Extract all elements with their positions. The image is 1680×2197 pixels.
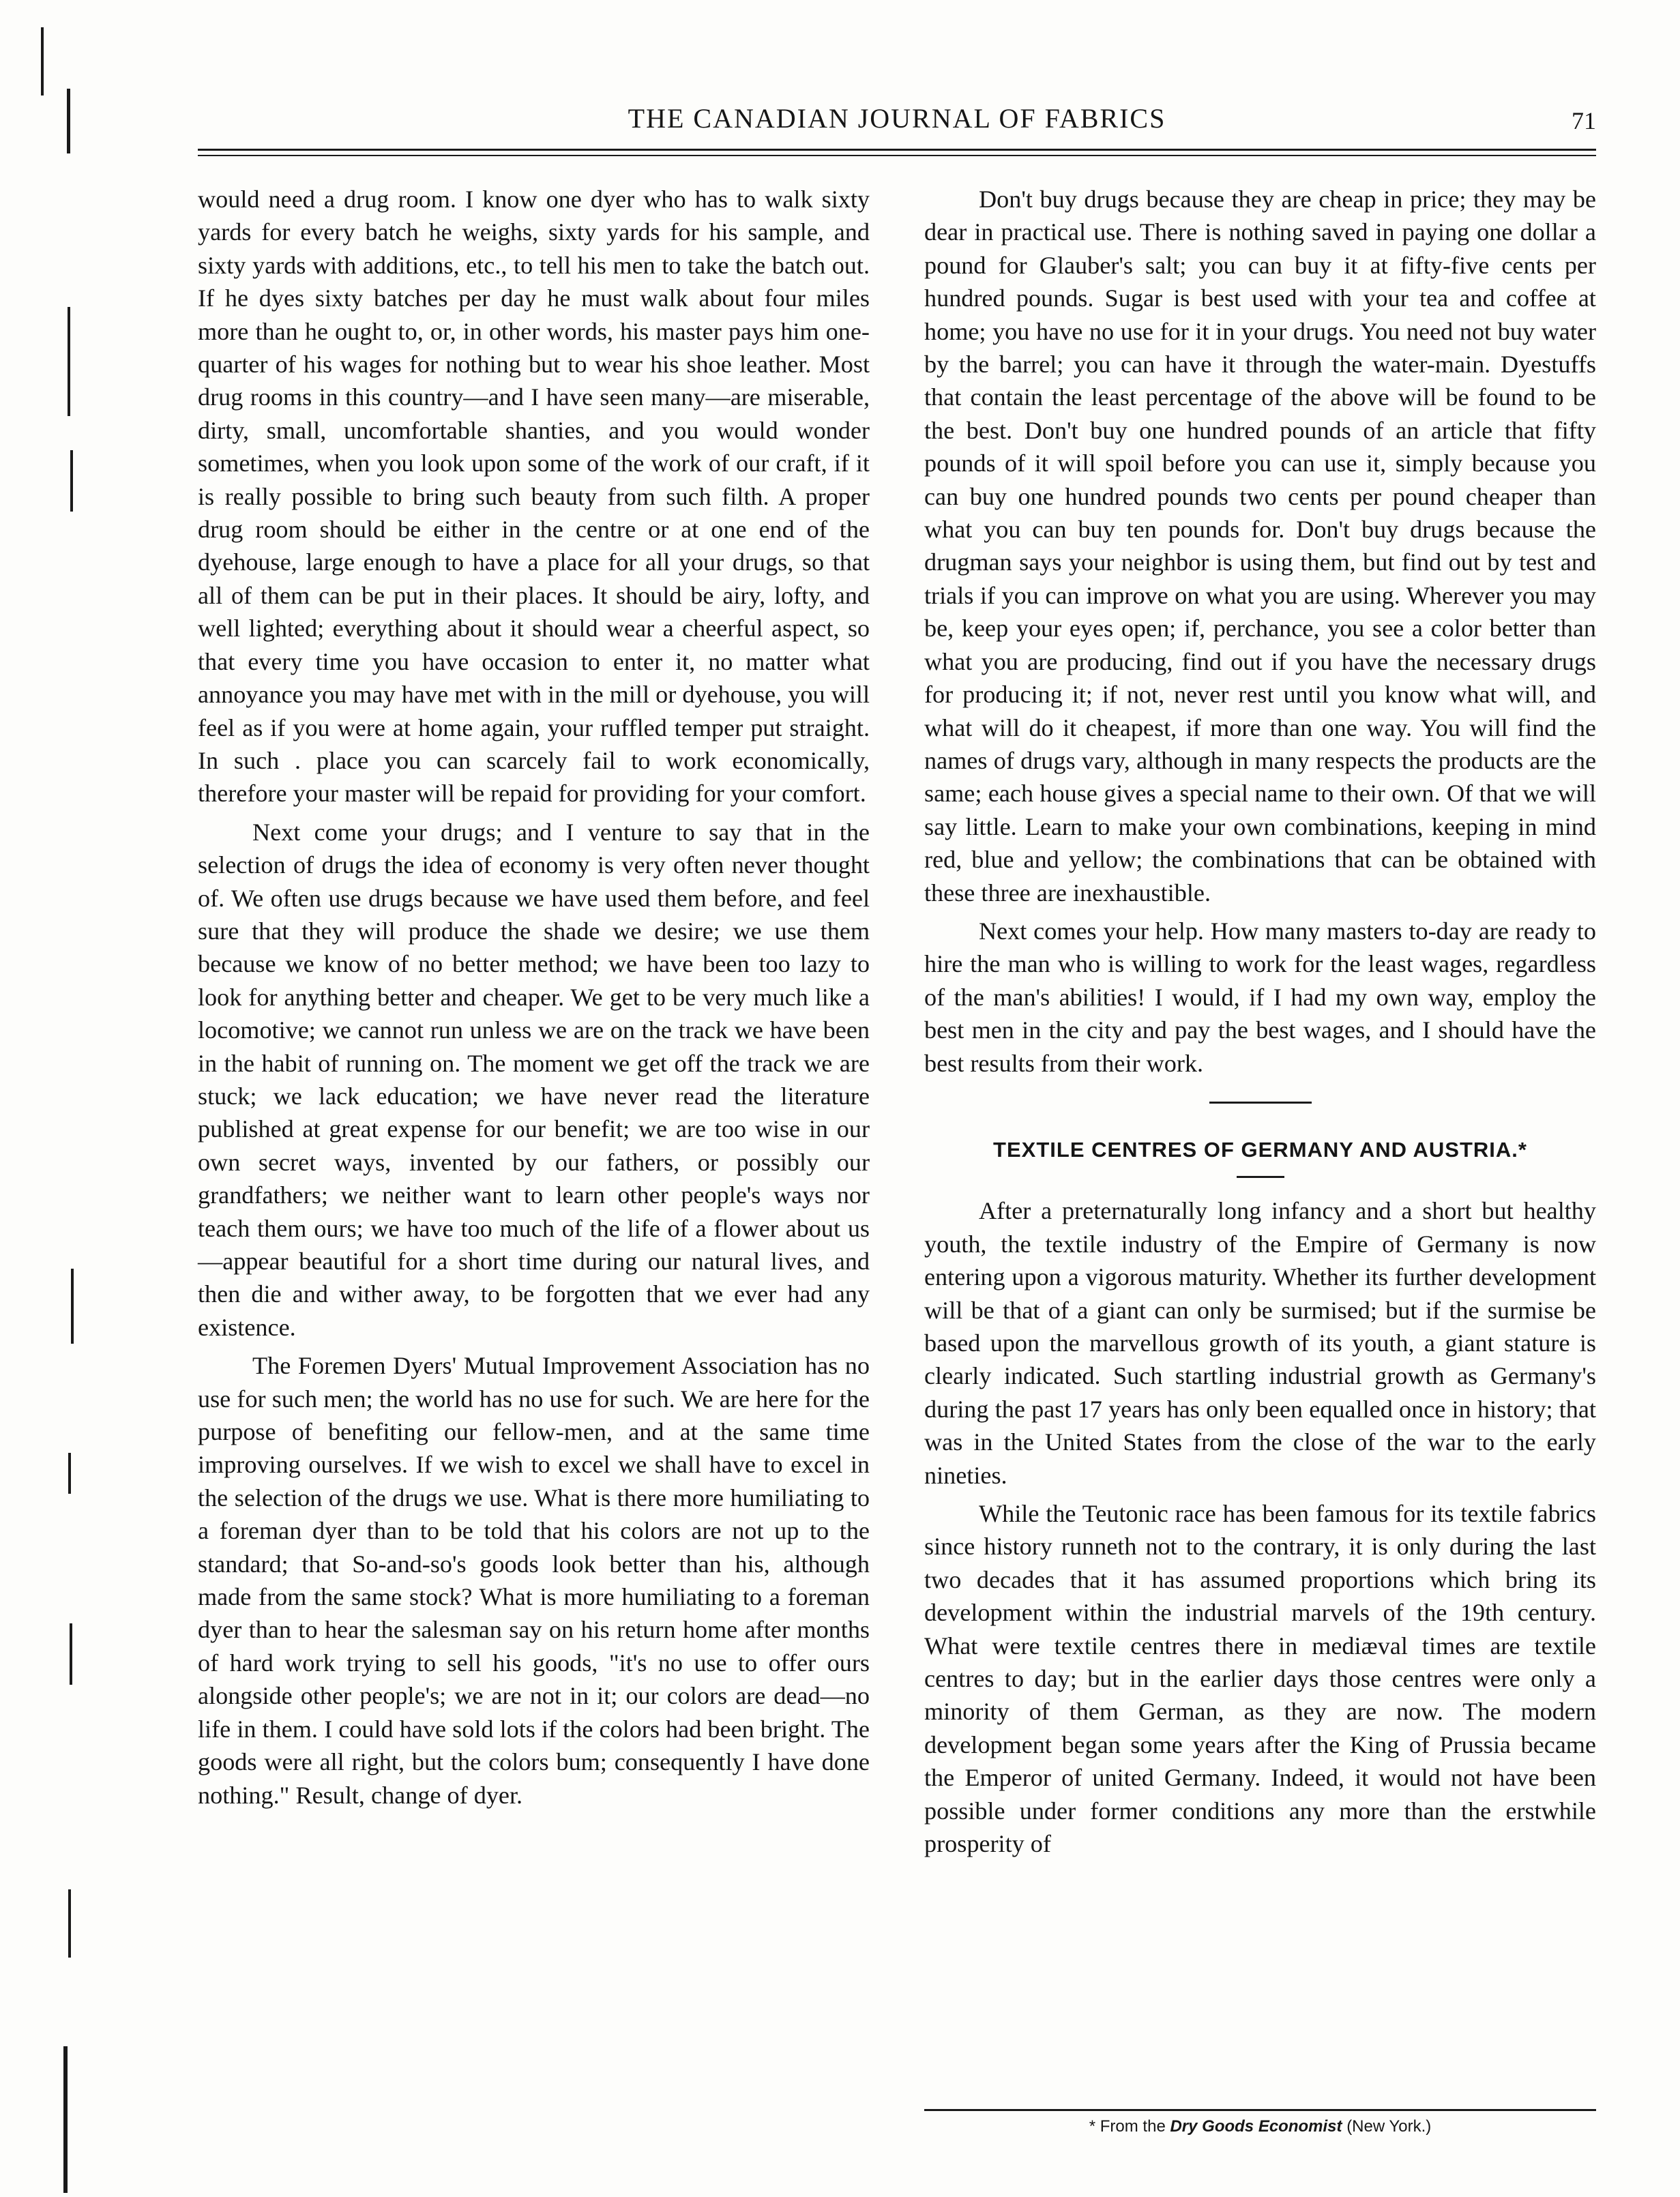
running-header [198,102,1596,143]
binding-edge-mark [70,1623,72,1685]
binding-edge-mark [70,450,73,512]
header-rule [198,149,1596,151]
paragraph: Don't buy drugs because they are cheap in price; they may be dear in practical use. There is nothing saved in paying one dollar a pound for Glauber's salt; you can buy it at fifty-five cents per hundred pounds. Sugar is best used with your tea and coffee at home; you have no use for it in your drugs. You need not buy water by the barrel; you can have it through the water-main. Dyestuffs that contain the least percentage of the above will be found to be the best. Don't buy one hundred pounds of an article that fifty pounds of it will spoil before you can use it, simply because you can buy one hundred pounds two cents per pound cheaper than what you can buy ten pounds for. Don't buy drugs because the drugman says your neighbor is using them, but find out by test and trials if you can improve on what you are using. Wherever you may be, keep your eyes open; if, perchance, you see a color better than what you are producing, find out if you have the necessary drugs for producing it; if not, never rest until you know what will, and what will do it cheapest, if more than one way. You will find the names of drugs vary, although in many respects the products are the same; each house gives a special name to their own. Of that we will say little. Learn to make your own combinations, keeping in mind red, blue and yellow; the combinations that can be obtained with these three are inexhaustible. [924,186,1596,906]
title-dash [1237,1176,1284,1178]
paragraph: Next come your drugs; and I venture to say that in the selection of drugs the idea of economy is very often never thought of. We often use drugs because we have used them before, and feel sure that they will produce the shade we desire; we use them because we know of no better method; we have been too lazy to look for anything better and cheaper. We get to be very much like a locomotive; we cannot run unless we are on the track we have been in the habit of running on. The moment we get off the track we are stuck; we lack education; we have never read the literature published at great expense for our benefit; we are too wise in our own secret ways, invented by our fathers, or possibly our grandfathers; we neither want to learn other people's ways nor teach them ours; we have too much of the life of a flower about us—appear beautiful for a short time during our natural lives, and then die and wither away, to be forgotten that we ever had any existence. [198,818,870,1341]
paragraph: would need a drug room. I know one dyer who has to walk sixty yards for every batch he weighs, sixty yards for his sample, and sixty yards with additions, etc., to tell his men to take the batch out. If he dyes sixty batches per day he must walk about four miles more than he ought to, or, in other words, his master pays him one-quarter of his wages for nothing but to wear his shoe leather. Most drug rooms in this country—and I have seen many—are miserable, dirty, small, uncomfortable shanties, and you would wonder sometimes, when you look upon some of the work of our craft, if it is really possible to bring such beauty from such filth. A proper drug room should be either in the centre or at one end of the dyehouse, large enough to have a place for all your drugs, so that all of them can be put in their places. It should be airy, lofty, and well lighted; everything about it should wear a cheerful aspect, so that every time you have occasion to enter it, no matter what annoyance you may have met with in the mill or dyehouse, you will feel as if you were at home again, your ruffled temper put straight. In such . place you can scarcely fail to work economically, therefore your master will be repaid for providing for your comfort. [198,186,870,808]
binding-edge-mark [68,1889,71,1958]
footnote-source: Dry Goods Economist [1170,2117,1342,2136]
binding-edge-mark [71,1269,74,1344]
paragraph: After a preternaturally long infancy and a short but healthy youth, the textile industry of the Empire of Germany is now entering upon a vigorous maturity. Whether its further development will be that of a giant can only be surmised; but if the surmise be based upon the marvellous growth of its youth, a giant stature is clearly indicated. Such startling industrial growth as Germany's during the past 17 years has only been equalled once in history; that was in the United States from the close of the war to the early nineties. [924,1197,1596,1489]
binding-edge-mark [41,27,44,95]
binding-edge-mark [68,307,70,416]
binding-edge-mark [68,1453,71,1494]
binding-edge-mark [67,89,70,153]
right-column [924,183,1596,1866]
section-divider [1209,1102,1312,1104]
journal-title: THE CANADIAN JOURNAL OF FABRICS [628,103,1166,134]
page-number: 71 [1572,107,1596,134]
binding-edge-mark [63,2046,68,2193]
left-column [198,183,870,1817]
footnote-location: (New York.) [1346,2117,1432,2136]
header-rule [198,155,1596,156]
paragraph: Next comes your help. How many masters to-day are ready to hire the man who is willing to work for the least wages, regardless of the man's abilities! I would, if I had my own way, employ the best men in the city and pay the best wages, and I should have the best results from their work. [924,917,1596,1077]
article-title: TEXTILE CENTRES OF GERMANY AND AUSTRIA.* [993,1137,1527,1162]
footnote-marker: * From the [1089,2117,1166,2136]
footnote [924,2117,1596,2136]
footnote-rule [924,2109,1596,2111]
paragraph: While the Teutonic race has been famous for its textile fabrics since history runneth not to the contrary, it is only during the last two decades that it has assumed proportions which bring its development within the industrial marvels of the 19th century. What were textile centres there in mediæval times are textile centres to day; but in the earlier days those centres were only a minority of them German, as they are now. The modern development began some years after the King of Prussia became the Emperor of united Germany. Indeed, it would not have been possible under former conditions any more than the erstwhile prosperity of [924,1500,1596,1858]
paragraph: The Foremen Dyers' Mutual Improvement Association has no use for such men; the world has no use for such. We are here for the purpose of benefiting our fellow-men, and at the same time improving ourselves. If we wish to excel we shall have to excel in the selection of the drugs we use. What is there more humiliating to a foreman dyer than to be told that his colors are not up to the standard; that So-and-so's goods look better than his, although made from the same stock? What is more humiliating to a foreman dyer than to hear the salesman say on his return home after months of hard work trying to sell his goods, "it's no use to offer ours alongside other people's; we are not in it; our colors are dead—no life in them. I could have sold lots if the colors had been bright. The goods were all right, but the colors bum; consequently I have done nothing." Result, change of dyer. [198,1352,870,1809]
